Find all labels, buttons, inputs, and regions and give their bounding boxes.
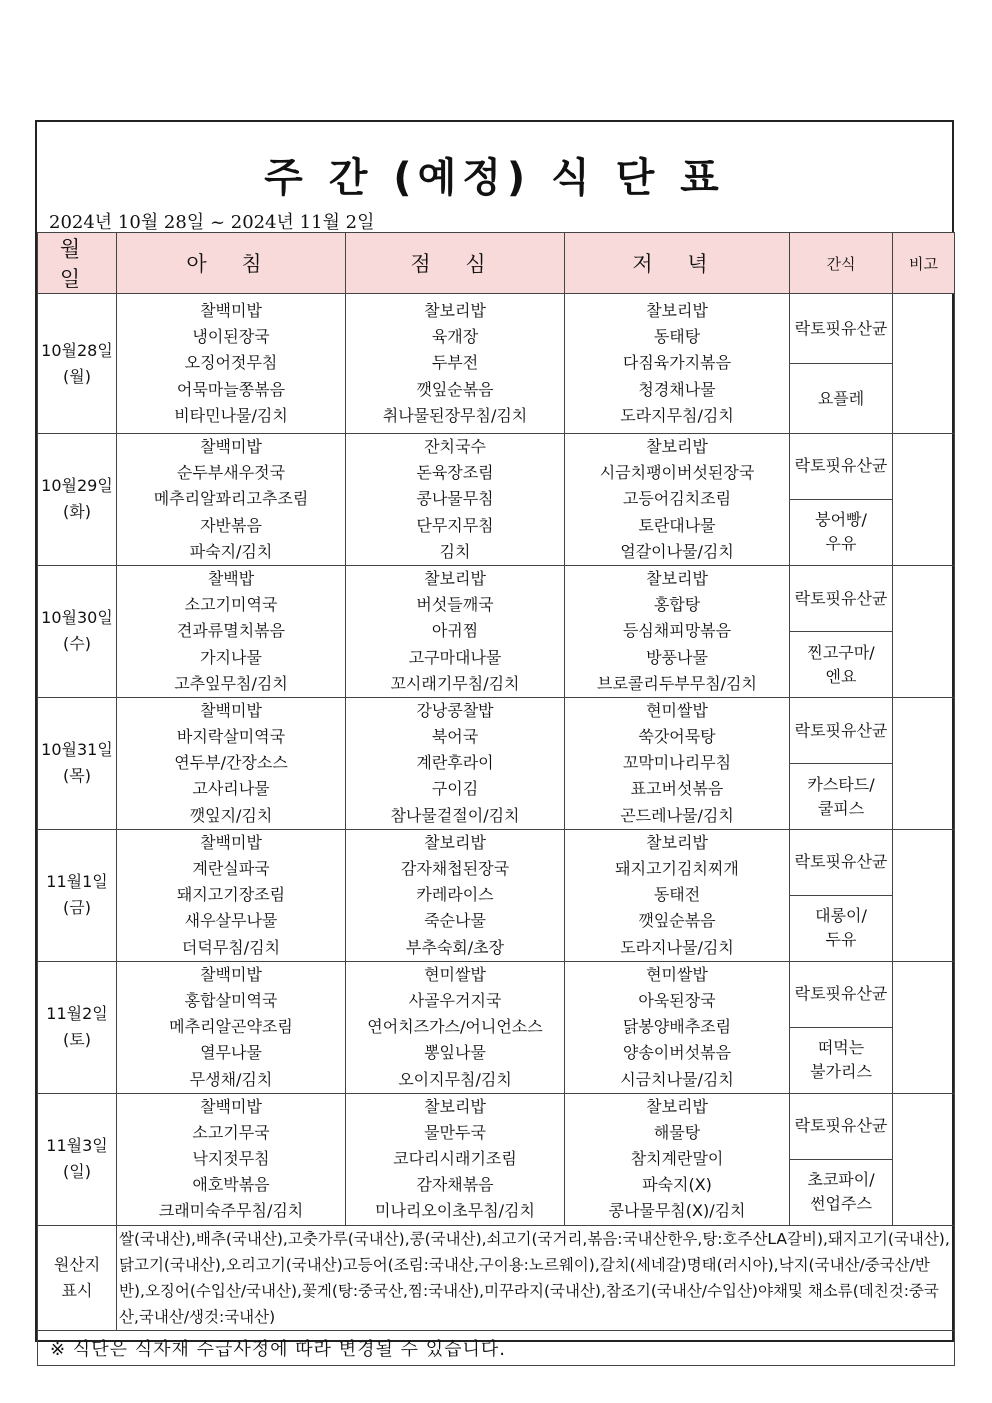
snack-line: 요플레: [817, 388, 865, 408]
lunch-item: 물만두국: [424, 1122, 486, 1142]
breakfast-item: 냉이된장국: [192, 327, 270, 347]
snack-item: [790, 1159, 893, 1225]
breakfast-item: 메추리알꽈리고추조림: [153, 489, 309, 509]
snack-line: 초코파이/: [807, 1170, 875, 1190]
dinner-item: 양송이버섯볶음: [622, 1043, 732, 1063]
lunch-item: 뽕잎나물: [424, 1043, 486, 1063]
dinner-item: 현미쌀밥: [646, 964, 708, 984]
lunch-item: 돈육장조림: [416, 463, 494, 483]
dinner-item: 동태탕: [653, 327, 701, 347]
dinner-item: 찰보리밥: [646, 437, 708, 456]
lunch-item: 버섯들깨국: [416, 595, 494, 615]
lunch-item: 아귀찜: [431, 621, 479, 641]
day-row: [38, 434, 955, 500]
dinner-item: 토란대나물: [638, 515, 716, 535]
breakfast-item: 낙지젓무침: [192, 1149, 270, 1169]
header-dinner: 저 녁: [565, 233, 790, 294]
dinner-item: 표고버섯볶음: [630, 779, 724, 799]
breakfast-cell: [117, 961, 346, 1093]
lunch-cell: [346, 829, 565, 961]
lunch-item: 콩나물무침: [416, 489, 494, 509]
lunch-item: 찰보리밥: [424, 568, 486, 588]
dinner-cell: [565, 1093, 790, 1225]
dinner-item: 참치계란말이: [630, 1149, 724, 1169]
snack-line: 찐고구마/: [807, 642, 875, 662]
dinner-cell: [565, 294, 790, 434]
header-lunch: 점 심: [346, 233, 565, 294]
origin-label: [38, 1225, 117, 1331]
lunch-item: 카레라이스: [416, 885, 494, 905]
lunch-item: 사골우거지국: [408, 990, 502, 1010]
note-cell: [893, 1093, 955, 1225]
breakfast-item: 찰백미밥: [200, 437, 262, 456]
lunch-cell: [346, 1093, 565, 1225]
breakfast-item: 가지나물: [200, 647, 262, 667]
snack-item: [790, 895, 893, 961]
breakfast-item: 소고기무국: [192, 1122, 270, 1142]
dinner-item: 아욱된장국: [638, 990, 716, 1010]
dinner-item: 등심채피망볶음: [622, 621, 732, 641]
day-cell: [38, 961, 117, 1093]
snack-probiotic: 락토핏유산균: [790, 697, 893, 763]
day-weekday: (수): [63, 634, 91, 654]
dinner-item: 다짐육가지볶음: [622, 353, 732, 373]
day-cell: [38, 697, 117, 829]
lunch-item: 감자채볶음: [416, 1175, 494, 1195]
dinner-item: 시금치나물/김치: [620, 1069, 734, 1089]
dinner-item: 찰보리밥: [646, 301, 708, 321]
dinner-item: 닭봉양배추조림: [622, 1017, 732, 1037]
breakfast-item: 크래미숙주무침/김치: [158, 1201, 304, 1221]
note-cell: [893, 294, 955, 434]
dinner-item: 찰보리밥: [646, 832, 708, 852]
breakfast-item: 소고기미역국: [184, 595, 278, 615]
lunch-item: 단무지무침: [416, 515, 494, 535]
dinner-item: 시금치팽이버섯된장국: [599, 463, 755, 483]
snack-line: 떠먹는: [817, 1038, 865, 1058]
day-row: [38, 294, 955, 364]
breakfast-item: 자반볶음: [200, 515, 262, 535]
snack-item: [790, 764, 893, 829]
lunch-item: 참나물겉절이/김치: [390, 805, 520, 825]
lunch-item: 찰보리밥: [424, 832, 486, 852]
snack-item: [790, 364, 893, 434]
day-row: [38, 697, 955, 763]
breakfast-cell: [117, 1093, 346, 1225]
lunch-item: 죽순나물: [424, 911, 486, 931]
breakfast-item: 고추잎무침/김치: [174, 673, 288, 693]
day-date: 11월3일: [46, 1136, 108, 1156]
snack-line: 우유: [825, 534, 857, 554]
day-weekday: (금): [63, 898, 91, 918]
snack-line: 붕어빵/: [815, 510, 867, 530]
day-date: 10월30일: [41, 608, 113, 628]
breakfast-item: 열무나물: [200, 1043, 262, 1063]
day-date: 11월2일: [46, 1004, 108, 1024]
dinner-item: 해물탕: [653, 1122, 701, 1142]
breakfast-item: 연두부/간장소스: [174, 753, 288, 773]
lunch-item: 육개장: [431, 327, 479, 347]
dinner-cell: [565, 565, 790, 697]
dinner-item: 현미쌀밥: [646, 700, 708, 720]
origin-label-line2: 표시: [61, 1281, 93, 1301]
dinner-item: 찰보리밥: [646, 1096, 708, 1116]
snack-probiotic: 락토핏유산균: [790, 565, 893, 631]
menu-sheet: [35, 120, 954, 1361]
day-date: 11월1일: [46, 872, 108, 892]
day-weekday: (토): [63, 1030, 91, 1050]
breakfast-item: 찰백미밥: [200, 1096, 262, 1116]
dinner-item: 곤드레나물/김치: [620, 805, 734, 825]
dinner-cell: [565, 829, 790, 961]
dinner-item: 쑥갓어묵탕: [638, 727, 716, 747]
dinner-item: 홍합탕: [653, 595, 701, 615]
lunch-item: 찰보리밥: [424, 1096, 486, 1116]
snack-line: 대롱이/: [815, 906, 867, 926]
breakfast-item: 파숙지/김치: [189, 541, 273, 561]
note-cell: [893, 434, 955, 566]
day-weekday: (일): [63, 1162, 91, 1182]
snack-probiotic: 락토핏유산균: [790, 434, 893, 500]
day-date: 10월29일: [41, 476, 113, 496]
page-title: 주 간 (예정) 식 단 표: [264, 155, 725, 201]
note-cell: [893, 961, 955, 1093]
lunch-item: 꼬시래기무침/김치: [390, 673, 520, 693]
lunch-item: 북어국: [431, 727, 479, 747]
day-date: 10월28일: [41, 340, 113, 360]
header-row: [38, 233, 955, 294]
dinner-item: 파숙지(X): [642, 1175, 712, 1195]
menu-rows: [38, 294, 955, 1226]
lunch-cell: [346, 697, 565, 829]
lunch-item: 오이지무침/김치: [398, 1069, 512, 1089]
dinner-item: 꼬막미나리무침: [622, 753, 732, 773]
breakfast-item: 무생채/김치: [189, 1069, 273, 1089]
day-cell: [38, 434, 117, 566]
day-row: [38, 1093, 955, 1159]
lunch-item: 감자채첩된장국: [400, 859, 510, 878]
footer-row: [38, 1331, 955, 1366]
dinner-cell: [565, 961, 790, 1093]
lunch-item: 구이김: [431, 779, 479, 799]
snack-probiotic: 락토핏유산균: [790, 961, 893, 1027]
dinner-item: 찰보리밥: [646, 568, 708, 588]
menu-table: [37, 232, 955, 1366]
breakfast-item: 더덕무침/김치: [181, 937, 281, 957]
lunch-item: 강낭콩찰밥: [416, 700, 494, 720]
breakfast-cell: [117, 829, 346, 961]
snack-probiotic: 락토핏유산균: [790, 1093, 893, 1159]
breakfast-item: 홍합살미역국: [184, 990, 278, 1010]
breakfast-cell: [117, 294, 346, 434]
lunch-item: 연어치즈가스/어니언소스: [367, 1017, 543, 1037]
snack-probiotic: 락토핏유산균: [790, 829, 893, 895]
dinner-item: 방풍나물: [646, 647, 708, 667]
day-cell: [38, 294, 117, 434]
snack-probiotic: 락토핏유산균: [790, 294, 893, 364]
lunch-item: 찰보리밥: [424, 301, 486, 321]
origin-row: [38, 1225, 955, 1331]
breakfast-item: 순두부새우젓국: [176, 463, 286, 483]
dinner-cell: [565, 697, 790, 829]
breakfast-item: 어묵마늘쫑볶음: [176, 379, 286, 399]
lunch-cell: [346, 294, 565, 434]
breakfast-item: 찰백미밥: [200, 301, 262, 321]
lunch-item: 부추숙회/초장: [405, 937, 505, 957]
snack-item: [790, 1027, 893, 1093]
snack-item: [790, 499, 893, 565]
lunch-item: 코다리시래기조림: [393, 1149, 517, 1169]
breakfast-item: 오징어젓무침: [184, 353, 278, 373]
lunch-item: 현미쌀밥: [424, 964, 486, 984]
dinner-item: 콩나물무침(X)/김치: [608, 1201, 746, 1221]
snack-line: 쿨피스: [817, 798, 865, 818]
lunch-cell: [346, 434, 565, 566]
day-row: [38, 829, 955, 895]
origin-label-line1: 원산지: [53, 1255, 101, 1275]
breakfast-item: 돼지고기장조림: [176, 885, 286, 905]
dinner-item: 도라지나물/김치: [620, 937, 734, 957]
day-weekday: (화): [63, 502, 91, 522]
day-weekday: (월): [63, 366, 91, 386]
note-cell: [893, 697, 955, 829]
breakfast-cell: [117, 434, 346, 566]
day-cell: [38, 565, 117, 697]
day-cell: [38, 829, 117, 961]
lunch-item: 취나물된장무침/김치: [382, 405, 528, 425]
day-weekday: (목): [63, 766, 91, 786]
date-range: 2024년 10월 28일 ~ 2024년 11월 2일: [49, 212, 375, 233]
dinner-item: 청경채나물: [638, 379, 716, 399]
dinner-item: 얼갈이나물/김치: [620, 541, 734, 561]
lunch-item: 잔치국수: [424, 437, 486, 456]
breakfast-item: 찰백밥: [207, 568, 255, 588]
day-date: 10월31일: [41, 740, 113, 760]
breakfast-item: 찰백미밥: [200, 964, 262, 984]
snack-line: 불가리스: [810, 1062, 872, 1082]
lunch-item: 김치: [439, 541, 471, 561]
breakfast-item: 메추리알곤약조림: [169, 1017, 293, 1037]
note-cell: [893, 829, 955, 961]
lunch-item: 깻잎순볶음: [416, 379, 494, 399]
snack-line: 두유: [825, 930, 857, 950]
snack-item: [790, 632, 893, 697]
breakfast-cell: [117, 697, 346, 829]
lunch-cell: [346, 961, 565, 1093]
breakfast-item: 새우살무나물: [184, 911, 278, 931]
lunch-item: 계란후라이: [416, 753, 494, 773]
dinner-item: 깻잎순볶음: [638, 911, 716, 931]
breakfast-item: 애호박볶음: [192, 1175, 270, 1195]
breakfast-item: 견과류멸치볶음: [176, 621, 286, 641]
header-note: 비고: [893, 233, 955, 294]
dinner-item: 돼지고기김치찌개: [615, 859, 739, 878]
lunch-item: 두부전: [431, 353, 479, 373]
dinner-item: 고등어김치조림: [622, 489, 732, 509]
note-cell: [893, 565, 955, 697]
dinner-item: 브로콜리두부무침/김치: [597, 673, 757, 693]
breakfast-item: 찰백미밥: [200, 700, 262, 720]
breakfast-item: 고사리나물: [192, 779, 270, 799]
breakfast-item: 찰백미밥: [200, 832, 262, 852]
breakfast-item: 바지락살미역국: [176, 727, 286, 747]
day-cell: [38, 1093, 117, 1225]
lunch-item: 고구마대나물: [408, 647, 502, 667]
lunch-cell: [346, 565, 565, 697]
lunch-item: 미나리오이초무침/김치: [375, 1201, 535, 1221]
breakfast-item: 계란실파국: [192, 859, 270, 878]
breakfast-cell: [117, 565, 346, 697]
dinner-item: 동태전: [653, 885, 701, 905]
dinner-cell: [565, 434, 790, 566]
header-day: 월 일: [38, 233, 117, 294]
header-snack: 간식: [790, 233, 893, 294]
origin-text: 쌀(국내산),배추(국내산),고춧가루(국내산),콩(국내산),쇠고기(국거리,볶음:국내산한우,탕:호주산LA갈비),돼지고기(국내산),닭고기(국내산),오리고기(국내산)고등어(조림:국내산,구이용:노르웨이),갈치(세네갈)명태(러시아),낙지(국내산/중국산/반반),오징어(수입산/국내산),꽃게(탕:중국산,찜:국내산),미꾸라지(국내산),참조기(국내산/수입산)야채및 채소류(데친것:중국산,국내산/생것:국내산): [117, 1225, 955, 1331]
snack-line: 썬업주스: [810, 1194, 872, 1214]
dinner-item: 도라지무침/김치: [620, 405, 734, 425]
snack-line: 카스타드/: [807, 774, 875, 794]
footer-note: ※ 식단은 식자재 수급사정에 따라 변경될 수 있습니다.: [38, 1331, 955, 1366]
breakfast-item: 비타민나물/김치: [174, 405, 288, 425]
day-row: [38, 961, 955, 1027]
header-breakfast: 아 침: [117, 233, 346, 294]
snack-line: 엔요: [825, 666, 857, 686]
day-row: [38, 565, 955, 631]
breakfast-item: 깻잎지/김치: [189, 805, 273, 825]
